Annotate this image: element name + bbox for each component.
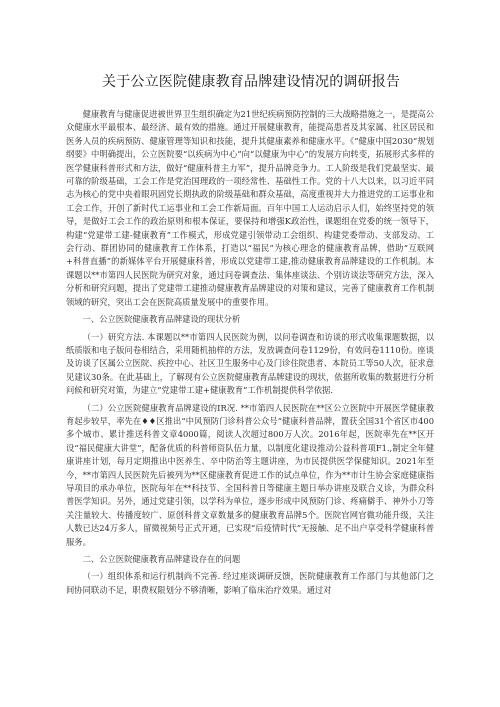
section1-paragraph-research-method: （一）研究方法. 本课题以**市第四人民医院为例，以问卷调查和访谈的形式收集课题数据，以纸质版和电子版问卷相结合，采用随机抽样的方法，发放调查问卷1129份，有效问卷1110份。座谈及访谈了区属公立医院、疾控中心、社区卫生服务中心及门诊住院患者、本院员工等50人次，征求意见建议30条。在此基础上，了解现有公立医院健康教育品牌建设的现状，依据所收集的数据进行分析问候和研究对策，为建立“党建带工建+健康教育”工作机制提供科学依据. bbox=[66, 331, 434, 396]
section2-paragraph-organization: （一）组织体系和运行机制尚不完善. 经过座谈调研反馈，医院健康教育工作部门与其他部门之间协同联动不足，职费权限划分不够清晰，影响了临床治疗效果。通过对 bbox=[66, 571, 434, 595]
intro-paragraph: 健康教育与健康促进被世界卫生组织确定为21世纪疾病预防控制的三大战略措施之一，是提高公众健康水平最根本、最经济、最有效的措施。通过开展健康教育，能提高患者及其家属、社区居民和医务人员的疾病预防、健康管理等知识和技能，提升其健康素养和健康水平。《“健康中国2030”规划纲要》中明确提出，公立医院要“以疾病为中心”向“以健康为中心”的发展方向转变，拓展形式多样的医学健康科普形式和方法，做好“健康科普主力军”，提升品牌竞争力。工人阶级是我们党最坚实、最可靠的阶级基础，工会工作是党治国理政的一项经常性、基础性工作。党的十八大以来，以习近平同志为核心的党中央着眼巩固党长期执政的阶级基础和群众基础，高度重视并大力推进党的工运事业和工会工作，开创了新时代工运事业和工会工作新局面。百年中国工人运动启示人们，始终坚持党的领导，是做好工会工作的政治原则和根本保证，要保持和增强K政治性，课题组在党委的统一领导下，构建“党建带工建-健康教育”工作模式，形成党建引领带动工会组织、构建党委带动、支部发动、工会行动、群团协同的健康教育工作体系，打造以“福民”为核心理念的健康教育品牌，借助“互联网+科普直播”的新媒体平台开展健康科普，形成以党建带工建,推动健康教育品牌建设的工作机制。本课题以**市第四人民医院为研究对象，通过问卷调查法、集体座谈法、个别访谈法等研究方法，深入分析和研究问题，提出了党建带工建推动健康教育品牌建设的对策和建议，完善了健康教育工作机制领域的研究，突出工会在医院高质量发展中的重要作用。 bbox=[66, 109, 434, 307]
document-title: 关于公立医院健康教育品牌建设情况的调研报告 bbox=[102, 74, 401, 90]
section1-heading: 一、公立医院健康教育品牌建设的现状分析 bbox=[82, 314, 241, 325]
section2-heading: 二、公立医院健康教育品牌建设存在的问题 bbox=[82, 554, 241, 564]
section1-paragraph-status: （二）公立医院健康教育品牌建设的IR况. **市第四人民医院在**区公立医院中开展医学健康教育起步较早，率先在♦♦区推出“中风预防门诊科普公众号”健康科普品牌，置获全国31个省区市400多个城市、累计推送科普文章4000篇，阅读人次超过800万人次。2016年起，医院率先在**区开设“福民健康大讲堂”，配备优质的科普师资队伍力量，以制度化建设推动公益科普项F1.,制定全年健康讲座计划，每月定期推出中医养生、卒中防治等主题讲座，为市民提供医学保健知识。2021年至今，**市第四人民医院先后被列为**区健康教育促进工作的试点单位，作为**市计生协会家庭健康指导项目的承办单位，医院每年在**科技节、全国科普日等健康主题日举办讲座及联合义诊，为群众科普医学知识。另外，通过党建引领，以学科为单位，逐步形成中风预防门诊、疼痛僻手、神外小刀等关注量较大、传播度较广、原创科普文章数量多的健康教育品牌5个。医院官网官微功能升级，关注人数已达24万多人，留微视频号正式开通，已实现“后疫情时代”无接触、足不出户享受科学健康科普服务。 bbox=[66, 402, 434, 547]
